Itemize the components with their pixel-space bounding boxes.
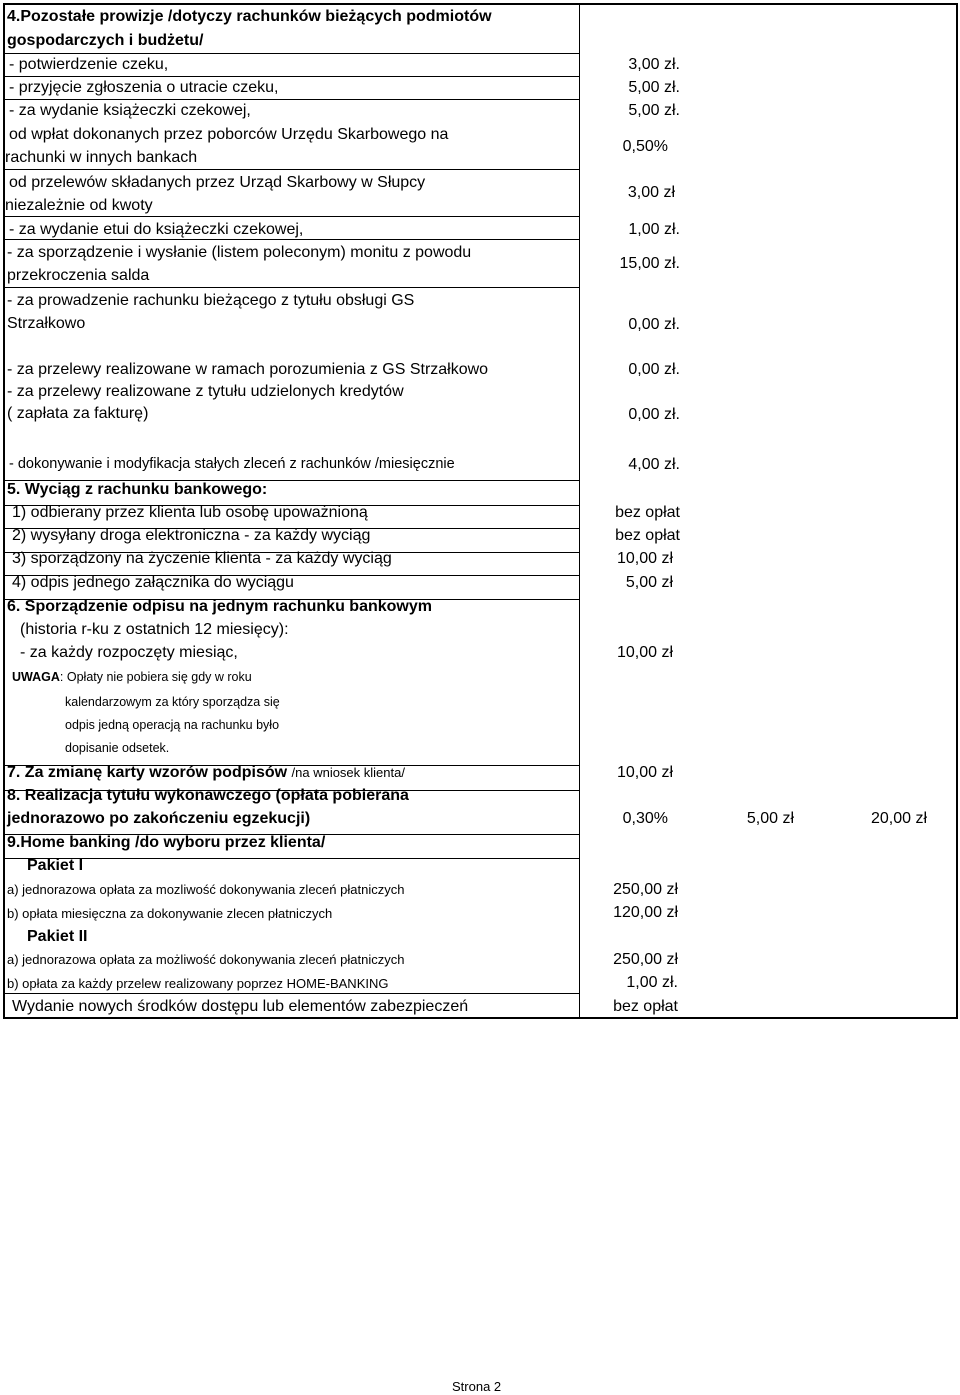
row-divider [5,169,579,170]
fee-row-value: 0,00 zł. [628,406,680,423]
pakiet-1-row-value: 250,00 zł [613,881,678,898]
note-label: UWAGA [12,670,60,684]
fee-row-label: - potwierdzenie czeku, [9,56,169,73]
column-divider [579,5,580,1017]
section-7-note: /na wniosek klienta/ [291,765,405,780]
note-line-2: kalendarzowym za który sporządza się [65,695,280,709]
fee-row-value: 3,00 zł. [628,56,680,73]
section-7-title: 7. Za zmianę karty wzorów podpisów [7,764,288,781]
section-5-heading: Wyciąg z rachunku bankowego: [24,481,268,498]
section-8-title-line1: 8. Realizacja tytułu wykonawczego (opłata pobierana [7,787,409,804]
pakiet-2-label: Pakiet II [27,928,88,945]
fee-row-value: 3,00 zł [627,184,675,201]
statement-row-label: 3) sporządzony na życzenie klienta - za każdy wyciąg [12,550,392,567]
fee-row-value: 4,00 zł. [628,456,680,473]
fee-row-value: 5,00 zł. [628,79,680,96]
access-means-value: bez opłat [613,998,678,1015]
section-6-title [7,597,432,616]
fee-row-label-cont: rachunki w innych bankach [5,149,198,166]
row-divider [5,53,579,54]
row-divider [5,239,579,240]
fee-row-value: 5,00 zł. [628,102,680,119]
note-line-4: dopisanie odsetek. [65,741,170,755]
fee-row-label: - za prowadzenie rachunku bieżącego z tytułu obsługi GS [7,292,415,309]
section-8-max: 20,00 zł [870,810,927,827]
pakiet-2-row-value: 250,00 zł [613,951,678,968]
fee-row-value: 0,00 zł. [628,361,680,378]
note-text: : Opłaty nie pobiera się gdy w roku [59,670,252,684]
pakiet-2-row-label: a) jednorazowa opłata za możliwość dokonywania zleceń płatniczych [7,952,405,967]
section-8-title-line2: jednorazowo po zakończeniu egzekucji) [7,810,311,827]
row-divider [5,216,579,217]
statement-row-value: 10,00 zł [616,550,673,567]
section-7-value: 10,00 zł [616,764,673,781]
row-divider [5,858,579,859]
row-divider [5,99,579,100]
section-6-heading: Sporządzenie odpisu na jednym rachunku bankowym [24,598,432,615]
note-line-3: odpis jedną operacją na rachunku było [65,718,280,732]
section-6-subtitle: (historia r-ku z ostatnich 12 miesięcy): [20,621,289,638]
fee-row-label: - za wydanie etui do książeczki czekowej, [9,221,304,238]
fee-row-value: 0,50% [622,138,668,155]
section-8-min: 5,00 zł [746,810,794,827]
pakiet-1-row-label: a) jednorazowa opłata za mozliwość dokonywania zleceń płatniczych [7,882,405,897]
fee-row-label: - przyjęcie zgłoszenia o utracie czeku, [9,79,279,96]
fee-row-label: od przelewów składanych przez Urząd Skarbowy w Słupcy [9,174,426,191]
section-7-row [7,763,405,782]
note-line-1 [12,669,252,685]
fee-row-value: 15,00 zł. [619,255,680,272]
access-means-label: Wydanie nowych środków dostępu lub elementów zabezpieczeń [12,998,469,1015]
fee-row-label: - za wydanie książeczki czekowej, [9,102,251,119]
statement-row-label: 1) odbierany przez klienta lub osobę upoważnioną [12,504,368,521]
section-4-title-line2: gospodarczych i budżetu/ [7,32,204,49]
pakiet-1-row-value: 120,00 zł [613,904,678,921]
pakiet-2-row-value: 1,00 zł. [626,974,678,991]
page-number: Strona 2 [452,1379,502,1394]
fee-row-label-cont: ( zapłata za fakturę) [7,405,149,422]
section-5-title [7,480,267,499]
pakiet-2-row-label: b) opłata za każdy przelew realizowany poprzez HOME-BANKING [7,976,389,991]
section-9-title: 9.Home banking /do wyboru przez klienta/ [7,834,326,851]
copy-row-label: - za każdy rozpoczęty miesiąc, [20,644,238,661]
fee-row-label: - dokonywanie i modyfikacja stałych zleceń z rachunków /miesięcznie [9,456,455,472]
fee-row-label-cont: Strzałkowo [7,315,86,332]
section-5-number: 5. [7,481,21,498]
section-4-title-line1: 4.Pozostałe prowizje /dotyczy rachunków bieżących podmiotów [7,8,492,25]
row-divider [5,76,579,77]
pakiet-1-row-label: b) opłata miesięczna za dokonywanie zlecen płatniczych [7,906,333,921]
fee-row-label: - za przelewy realizowane z tytułu udzielonych kredytów [7,383,404,400]
fee-row-label: - za przelewy realizowane w ramach porozumienia z GS Strzałkowo [7,361,489,378]
fee-row-label: od wpłat dokonanych przez poborców Urzędu Skarbowego na [9,126,449,143]
fee-row-label-cont: przekroczenia salda [7,267,150,284]
fee-row-value: 0,00 zł. [628,316,680,333]
pakiet-1-label: Pakiet I [27,857,84,874]
section-6-number: 6. [7,598,21,615]
statement-row-value: bez opłat [615,527,680,544]
row-divider [5,287,579,288]
row-divider [5,993,579,994]
statement-row-value: bez opłat [615,504,680,521]
fee-row-value: 1,00 zł. [628,221,680,238]
section-8-value: 0,30% [622,810,668,827]
fee-row-label: - za sporządzenie i wysłanie (listem poleconym) monitu z powodu [7,244,472,261]
statement-row-value: 5,00 zł [625,574,673,591]
statement-row-label: 4) odpis jednego załącznika do wyciągu [12,574,294,591]
copy-row-value: 10,00 zł [616,644,673,661]
statement-row-label: 2) wysyłany droga elektroniczna - za każdy wyciąg [12,527,371,544]
fee-row-label-cont: niezależnie od kwoty [5,197,153,214]
